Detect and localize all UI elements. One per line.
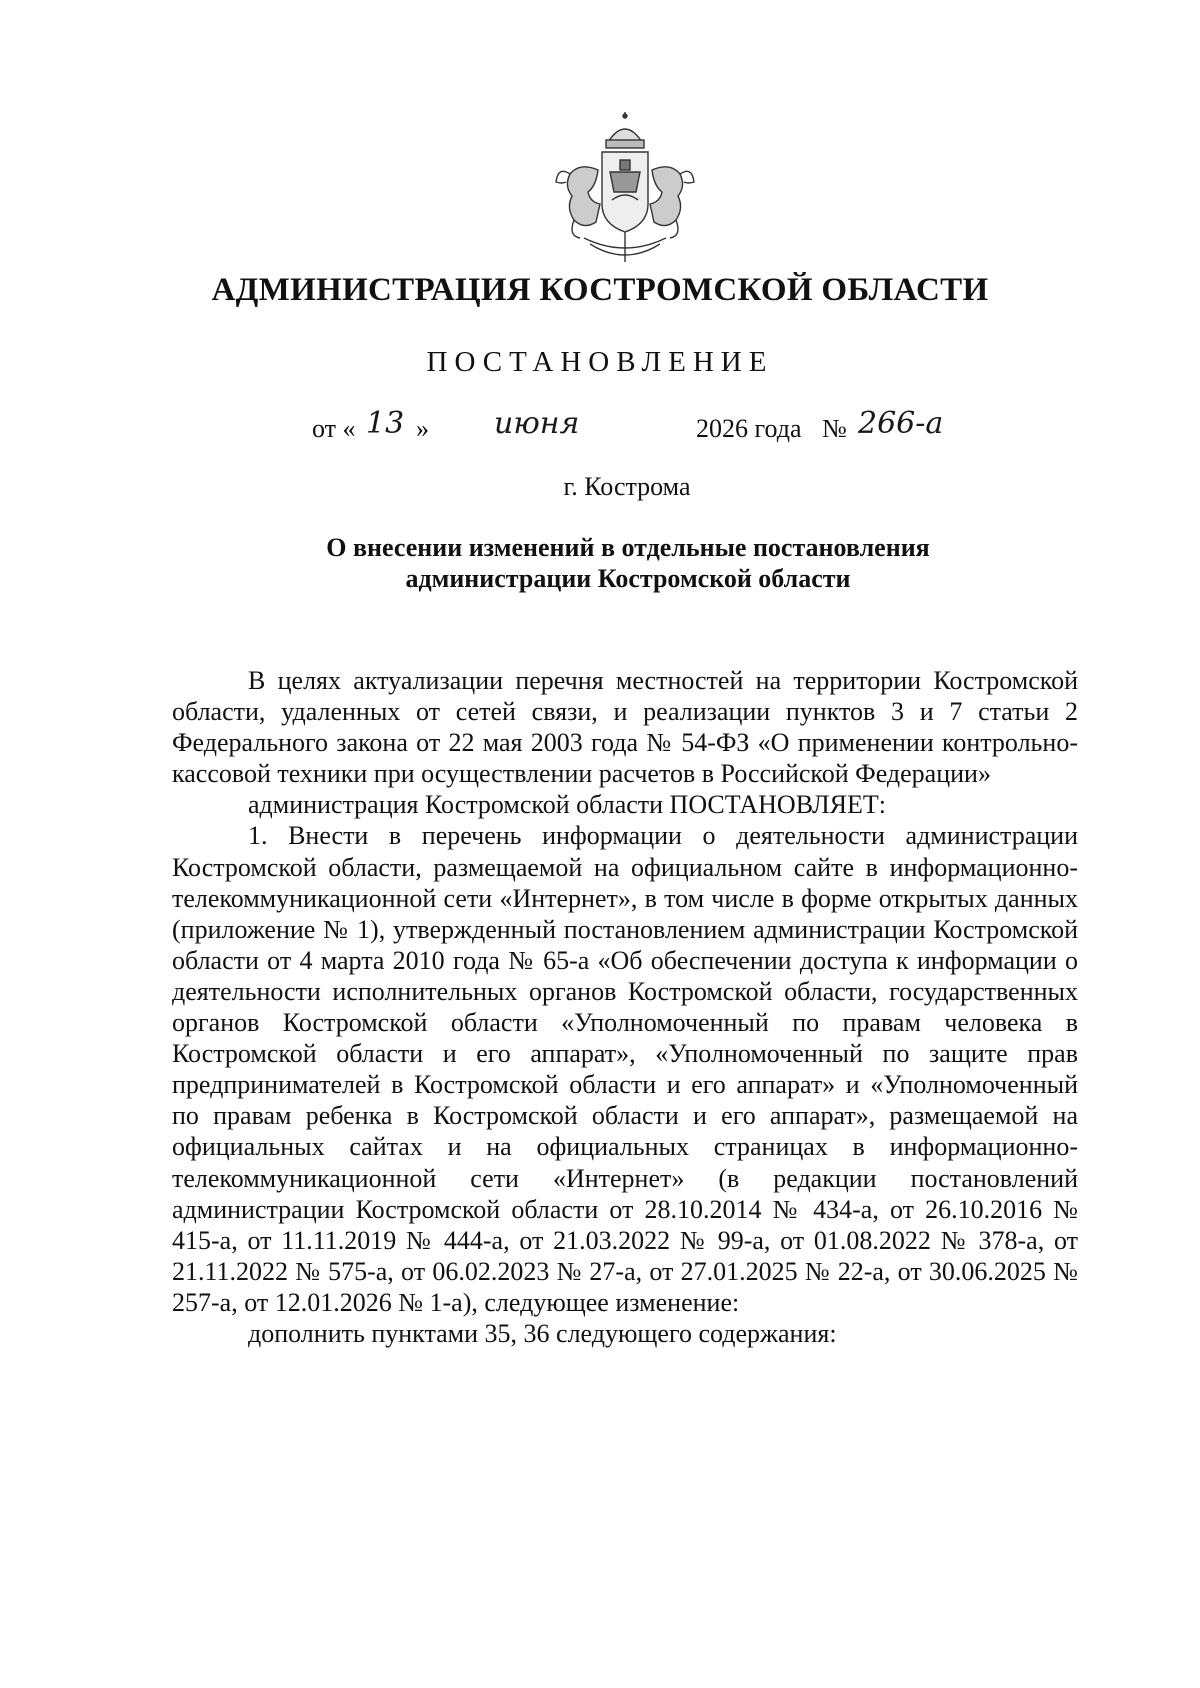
date-month: июня (494, 406, 580, 441)
organization-title: АДМИНИСТРАЦИЯ КОСТРОМСКОЙ ОБЛАСТИ (211, 272, 989, 308)
date-line (0, 404, 1200, 454)
document-subject (270, 532, 986, 594)
date-prefix: от « (312, 414, 356, 443)
subject-line-1: О внесении изменений в отдельные постановления (326, 533, 930, 562)
resolution-paragraph: администрация Костромской области ПОСТАНОВЛЯЕТ: (248, 790, 887, 820)
number-prefix: № (822, 414, 847, 443)
document-body (172, 665, 1078, 1349)
document-type: ПОСТАНОВЛЕНИЕ (426, 346, 774, 378)
preamble-paragraph: В целях актуализации перечня местностей на территории Костромской области, удаленных от сетей связи, и реализации пунктов 3 и 7 статьи 2 Федерального закона от 22 мая 2003 года № 54-ФЗ «О применении контрольно-кассовой техники при осуществлении расчетов в Российской Федерации» (172, 666, 1078, 789)
supplement-paragraph: дополнить пунктами 35, 36 следующего содержания: (248, 1318, 837, 1348)
date-day: 13 (366, 406, 405, 441)
date-close: » (416, 414, 429, 443)
city: г. Кострома (563, 472, 691, 501)
item-1-paragraph: 1. Внести в перечень информации о деятельности администрации Костромской области, размещаемой на официальном сайте в информационно-телекоммуникационной сети «Интернет», в том числе в форме открытых данных (приложение № 1), утвержденный постановлением администрации Костромской области от 4 марта 2010 года № 65-а «Об обеспечении доступа к информации о деятельности исполнительных органов Костромской области, государственных органов Костромской области «Уполномоченный по правам человека в Костромской области и его аппарат», «Уполномоченный по защите прав предпринимателей в Костромской области и его аппарат» и «Уполномоченный по правам ребенка в Костромской области и его аппарат», размещаемой на официальных сайтах и на официальных страницах в информационно-телекоммуникационной сети «Интернет» (в редакции постановлений администрации Костромской области от 28.10.2014 № 434-а, от 26.10.2016 № 415-а, от 11.11.2019 № 444-а, от 21.03.2022 № 99-а, от 01.08.2022 № 378-а, от 21.11.2022 № 575-а, от 06.02.2023 № 27-а, от 27.01.2025 № 22-а, от 30.06.2025 № 257-а, от 12.01.2026 № 1-а), следующее изменение: (172, 821, 1078, 1317)
subject-line-2: администрации Костромской области (405, 564, 851, 593)
document-number: 266-а (858, 406, 944, 441)
date-year: 2026 года (696, 414, 802, 443)
coat-of-arms-icon (540, 112, 710, 272)
